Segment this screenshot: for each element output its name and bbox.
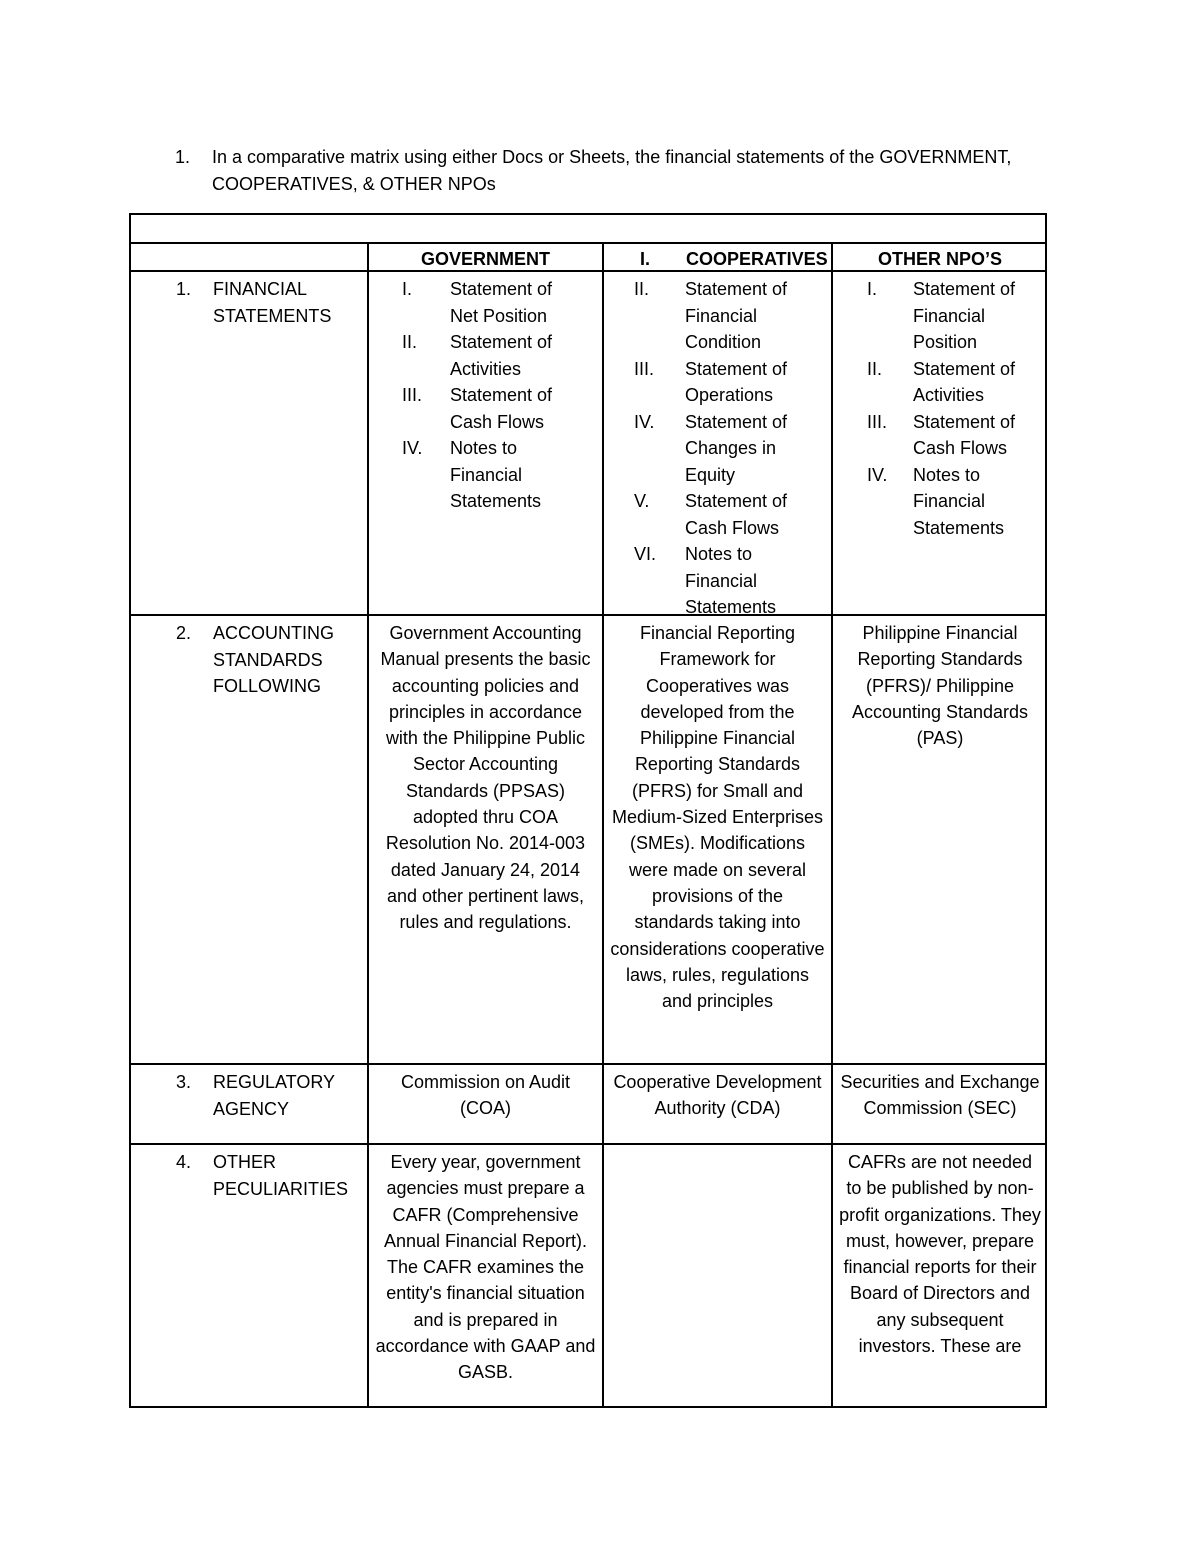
- cooperatives-statements-list: [604, 272, 831, 621]
- list-item: II. Statement of Activities: [402, 332, 553, 379]
- row-label: FINANCIAL STATEMENTS: [213, 279, 332, 326]
- row-label-cell: [131, 272, 367, 326]
- other-npos-cell: Philippine Financial Reporting Standards (PFRS)/ Philippine Accounting Standards (PAS): [831, 616, 1047, 1063]
- cooperatives-cell: [602, 1145, 831, 1406]
- list-item: IV. Notes to Financial Statements: [867, 464, 1005, 538]
- table-row: [131, 1063, 1045, 1143]
- header-empty-cell: [131, 244, 367, 270]
- cooperatives-cell: [602, 272, 831, 617]
- list-item: IV. Notes to Financial Statements: [402, 438, 542, 511]
- other-npos-cell: CAFRs are not needed to be published by non-profit organizations. They must, however, prepare financial reports for their Board of Directors and any subsequent investors. These are: [831, 1145, 1047, 1406]
- header-cooperatives-cell: [602, 244, 831, 270]
- government-statements-list: [369, 272, 602, 515]
- intro-number: 1.: [175, 147, 191, 167]
- other-npos-statements-list: [833, 272, 1047, 541]
- row-label: ACCOUNTING STANDARDS FOLLOWING: [213, 623, 334, 696]
- other-npos-cell: Securities and Exchange Commission (SEC): [831, 1065, 1047, 1143]
- list-item: II. Statement of Financial Condition: [634, 279, 788, 352]
- header-government: GOVERNMENT: [367, 244, 602, 270]
- table-row: [131, 270, 1045, 617]
- header-row: [131, 242, 1045, 270]
- list-item: III. Statement of Cash Flows: [402, 385, 553, 432]
- list-item: IV. Statement of Changes in Equity: [634, 411, 788, 485]
- table-row: [131, 1143, 1045, 1406]
- comparative-matrix: [129, 213, 1047, 1408]
- list-item: I. Statement of Financial Position: [867, 279, 1016, 352]
- row-label-cell: [131, 1065, 367, 1119]
- government-cell: Every year, government agencies must prepare a CAFR (Comprehensive Annual Financial Report). The CAFR examines the entity's financial situation and is prepared in accordance with GAAP and GASB.: [367, 1145, 602, 1406]
- list-item: I. Statement of Net Position: [402, 279, 553, 326]
- row-number: 1.: [176, 279, 192, 299]
- header-other-npos: OTHER NPO’S: [831, 244, 1047, 270]
- intro-text: In a comparative matrix using either Docs or Sheets, the financial statements of the GOVERNMENT, COOPERATIVES, & OTHER NPOs: [212, 147, 1012, 194]
- government-cell: Government Accounting Manual presents the basic accounting policies and principles in accordance with the Philippine Public Sector Accounting Standards (PPSAS) adopted thru COA Resolution No. 2014-003 dated January 24, 2014 and other pertinent laws, rules and regulations.: [367, 616, 602, 1063]
- blank-row: [131, 215, 1045, 242]
- government-cell: [367, 272, 602, 614]
- header-cooperatives: COOPERATIVES: [686, 249, 828, 269]
- row-label: REGULATORY AGENCY: [213, 1072, 335, 1119]
- other-npos-cell: [831, 272, 1047, 614]
- list-item: II. Statement of Activities: [867, 358, 1016, 405]
- row-label-cell: [131, 1145, 367, 1199]
- cooperatives-cell: Financial Reporting Framework for Cooperatives was developed from the Philippine Financial Reporting Standards (PFRS) for Small and Medium-Sized Enterprises (SMEs). Modifications were made on several provisions of the standards taking into considerations cooperative laws, rules, regulations and principles: [602, 616, 831, 1063]
- cooperatives-cell: Cooperative Development Authority (CDA): [602, 1065, 831, 1143]
- row-label: OTHER PECULIARITIES: [213, 1152, 349, 1199]
- government-cell: Commission on Audit (COA): [367, 1065, 602, 1143]
- table-row: [131, 614, 1045, 1063]
- row-number: 4.: [176, 1152, 192, 1172]
- row-number: 2.: [176, 623, 192, 643]
- header-cooperatives-numeral: I.: [640, 249, 651, 269]
- row-label-cell: [131, 616, 367, 696]
- list-item: III. Statement of Cash Flows: [867, 411, 1016, 458]
- list-item: VI. Notes to Financial Statements: [634, 544, 777, 617]
- list-item: III. Statement of Operations: [634, 358, 788, 405]
- list-item: V. Statement of Cash Flows: [634, 491, 788, 538]
- row-number: 3.: [176, 1072, 192, 1092]
